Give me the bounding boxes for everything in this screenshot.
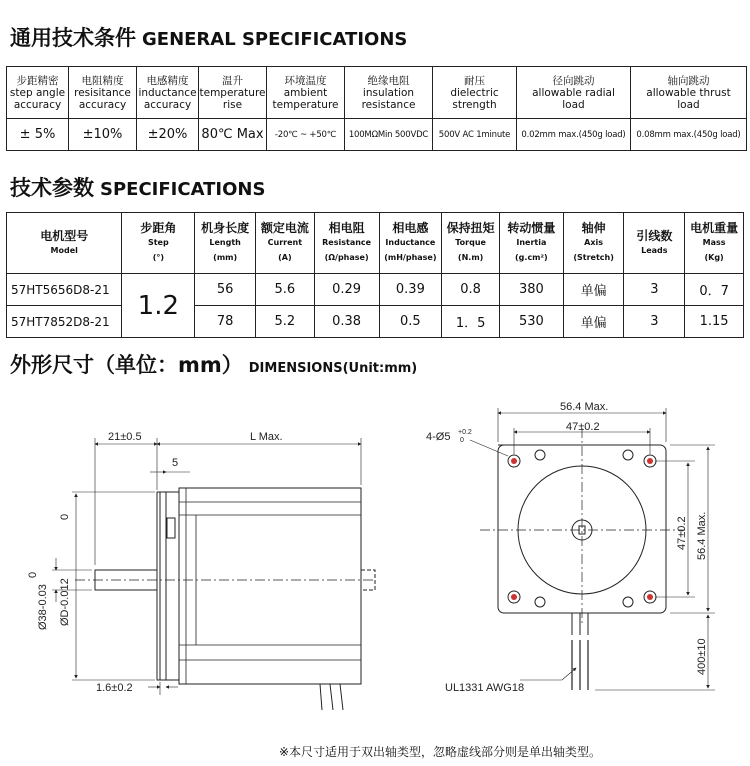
dim-overall-height: 56.4 Max. — [696, 511, 708, 560]
spec-value-cell: 380 — [499, 274, 563, 306]
specs-header-cell — [379, 213, 442, 274]
general-header-line: 绝缘电阻 — [367, 74, 410, 87]
specs-header-cell — [7, 213, 122, 274]
specs-header-sub: (Ω/phase) — [324, 253, 369, 262]
general-header-line: dielectric — [450, 86, 499, 99]
general-header-line: allowable thrust — [646, 86, 731, 99]
spec-value-cell: 0.38 — [314, 306, 379, 338]
general-header-line: 电感精度 — [146, 74, 189, 87]
general-value-cell: 0.02mm max.(450g load) — [517, 119, 631, 151]
specs-title-zh: 技术参数 — [10, 176, 94, 200]
spec-value-cell: 0.8 — [442, 274, 500, 306]
spec-value-cell: 1．5 — [442, 306, 500, 338]
general-header-line: 环境温度 — [284, 74, 327, 87]
general-title-en: GENERAL SPECIFICATIONS — [142, 29, 408, 50]
general-value-cell: ±20% — [137, 119, 199, 151]
general-header-cell — [433, 67, 517, 119]
general-value-cell: 100MΩMin 500VDC — [345, 119, 433, 151]
general-specs-heading — [10, 22, 407, 52]
model-cell: 57HT5656D8-21 — [7, 274, 122, 306]
specs-header-sub: Inductance — [385, 238, 436, 247]
specs-header-cell — [685, 213, 744, 274]
general-header-line: allowable radial — [532, 86, 615, 99]
dim-overall-width: 56.4 Max. — [560, 401, 609, 413]
specs-header-sub: (Stretch) — [573, 253, 614, 262]
specs-header-sub: (°) — [152, 253, 164, 262]
general-value-cell: 80℃ Max — [199, 119, 267, 151]
specs-header-cell — [499, 213, 563, 274]
specs-header-sub: (N.m) — [457, 253, 484, 262]
general-value-cell: ±10% — [69, 119, 137, 151]
spec-value-cell: 单偏 — [563, 306, 624, 338]
spec-value-cell: 3 — [624, 306, 685, 338]
dim-shaft-tol: 0 — [27, 571, 39, 578]
dim-holes: 4-Ø5 — [426, 431, 451, 443]
dim-pilot-tol: 0 — [59, 513, 71, 520]
general-header-line: accuracy — [143, 98, 192, 111]
general-value-cell: ± 5% — [7, 119, 69, 151]
specs-header-label: 转动惯量 — [507, 221, 556, 235]
dim-shaft-diameter: Ø38-0.03 — [37, 584, 49, 630]
general-header-line: ambient — [283, 86, 328, 99]
specs-header-label: 电机重量 — [690, 221, 739, 235]
specs-header-sub: Current — [267, 238, 303, 247]
general-header-line: load — [562, 98, 585, 111]
specs-header-label: 步距角 — [140, 221, 177, 235]
dim-holes-tol-bottom: 0 — [460, 437, 464, 444]
dim-flange-depth: 21±0.5 — [108, 431, 142, 443]
dim-hole-pitch-width: 47±0.2 — [566, 421, 600, 433]
specs-table — [6, 212, 744, 338]
general-header-line: 轴向跳动 — [667, 74, 710, 87]
specs-header-sub: (A) — [278, 253, 292, 262]
general-header-line: 耐压 — [464, 74, 485, 87]
specs-header-label: 电机型号 — [40, 228, 89, 243]
specs-header-cell — [256, 213, 315, 274]
specs-header-sub: Axis — [584, 238, 604, 247]
general-header-line: temperature — [272, 98, 339, 111]
general-title-zh: 通用技术条件 — [10, 26, 136, 50]
specs-header-sub: Inertia — [516, 238, 547, 247]
specs-header-label: 保持扭矩 — [446, 221, 495, 235]
side-boss — [160, 492, 166, 680]
dimensions-heading — [10, 349, 417, 379]
side-leads — [320, 684, 343, 710]
spec-value-cell: 530 — [499, 306, 563, 338]
specs-header-sub: (mH/phase) — [384, 253, 437, 262]
general-value-cell: 500V AC 1minute — [433, 119, 517, 151]
spec-value-cell: 0.39 — [379, 274, 442, 306]
dim-hole-pitch-height: 47±0.2 — [676, 516, 688, 550]
specs-header-cell — [122, 213, 195, 274]
spec-value-cell: 5.2 — [256, 306, 315, 338]
dimensions-title-zh: 外形尺寸（单位：mm） — [10, 353, 243, 377]
dimensions-title-en: DIMENSIONS(Unit:mm) — [248, 361, 418, 376]
specs-header-cell — [563, 213, 624, 274]
general-value-cell: -20℃ ~ +50℃ — [267, 119, 345, 151]
specs-header-sub: Leads — [641, 245, 668, 255]
step-angle-cell: 1.2 — [122, 274, 195, 338]
general-header-line: 温升 — [222, 74, 243, 87]
general-header-line: 径向跳动 — [552, 74, 595, 87]
general-header-cell — [137, 67, 199, 119]
specs-header-label: 引线数 — [636, 228, 673, 243]
specs-header-row — [7, 213, 744, 274]
specs-header-cell — [442, 213, 500, 274]
general-header-cell — [69, 67, 137, 119]
dim-boss-thickness: 1.6±0.2 — [96, 682, 133, 694]
specs-header-label: 相电感 — [392, 221, 429, 235]
specs-row — [7, 274, 744, 306]
specs-row — [7, 306, 744, 338]
dim-boss: 5 — [172, 457, 179, 469]
spec-value-cell: 0.29 — [314, 274, 379, 306]
specs-header-cell — [624, 213, 685, 274]
general-header-line: 电阻精度 — [81, 74, 124, 87]
general-header-line: accuracy — [78, 98, 127, 111]
general-specs-table — [6, 66, 747, 151]
spec-value-cell: 0.5 — [379, 306, 442, 338]
spec-value-cell: 3 — [624, 274, 685, 306]
specs-heading — [10, 172, 265, 202]
general-header-cell — [345, 67, 433, 119]
general-value-cell: 0.08mm max.(450g load) — [631, 119, 747, 151]
specs-header-label: 轴伸 — [581, 221, 606, 235]
side-view — [52, 438, 375, 710]
general-header-line: inductance — [138, 86, 197, 99]
general-header-cell — [517, 67, 631, 119]
specs-header-label: 相电阻 — [328, 221, 365, 235]
specs-header-cell — [314, 213, 379, 274]
specs-title-en: SPECIFICATIONS — [100, 179, 266, 200]
specs-header-cell — [195, 213, 256, 274]
dimension-note: ※本尺寸适用于双出轴类型，忽略虚线部分则是单出轴类型。 — [279, 745, 602, 759]
general-header-cell — [7, 67, 69, 119]
spec-value-cell: 78 — [195, 306, 256, 338]
specs-header-sub: (g.cm²) — [515, 253, 548, 262]
specs-header-sub: Torque — [455, 238, 486, 247]
specs-header-sub: Model — [50, 245, 78, 255]
general-header-line: insulation — [362, 86, 415, 99]
general-header-line: resisitance — [74, 86, 131, 99]
spec-value-cell: 0．7 — [685, 274, 744, 306]
specs-header-label: 额定电流 — [260, 221, 309, 235]
general-value-row — [7, 119, 747, 151]
specs-header-sub: (mm) — [213, 253, 238, 262]
dim-holes-tol-top: +0.2 — [458, 429, 472, 436]
general-header-line: accuracy — [13, 98, 62, 111]
specs-header-label: 机身长度 — [201, 221, 250, 235]
general-header-line: 步距精密 — [16, 74, 59, 87]
dim-lead-length: 400±10 — [696, 638, 708, 675]
general-header-cell — [267, 67, 345, 119]
spec-value-cell: 1.15 — [685, 306, 744, 338]
general-header-line: load — [677, 98, 700, 111]
general-header-line: strength — [452, 98, 497, 111]
specs-header-sub: Step — [147, 238, 169, 247]
general-header-line: step angle — [9, 86, 66, 99]
spec-value-cell: 56 — [195, 274, 256, 306]
model-cell: 57HT7852D8-21 — [7, 306, 122, 338]
side-body — [179, 488, 361, 684]
spec-value-cell: 5.6 — [256, 274, 315, 306]
specs-header-sub: Length — [209, 238, 241, 247]
general-header-line: resistance — [361, 98, 416, 111]
general-header-cell — [631, 67, 747, 119]
dim-pilot-diameter: ØD-0.012 — [59, 578, 71, 626]
dim-body-length: L Max. — [250, 431, 283, 443]
specs-header-sub: (Kg) — [704, 253, 724, 262]
spec-value-cell: 单偏 — [563, 274, 624, 306]
specs-header-sub: Mass — [702, 238, 726, 247]
dimension-drawing — [0, 390, 750, 740]
general-header-line: temperature — [199, 86, 266, 99]
dim-cable-spec: UL1331 AWG18 — [445, 682, 525, 694]
specs-header-sub: Resistance — [322, 238, 372, 247]
general-header-line: rise — [222, 98, 243, 111]
general-header-cell — [199, 67, 267, 119]
general-header-row — [7, 67, 747, 119]
